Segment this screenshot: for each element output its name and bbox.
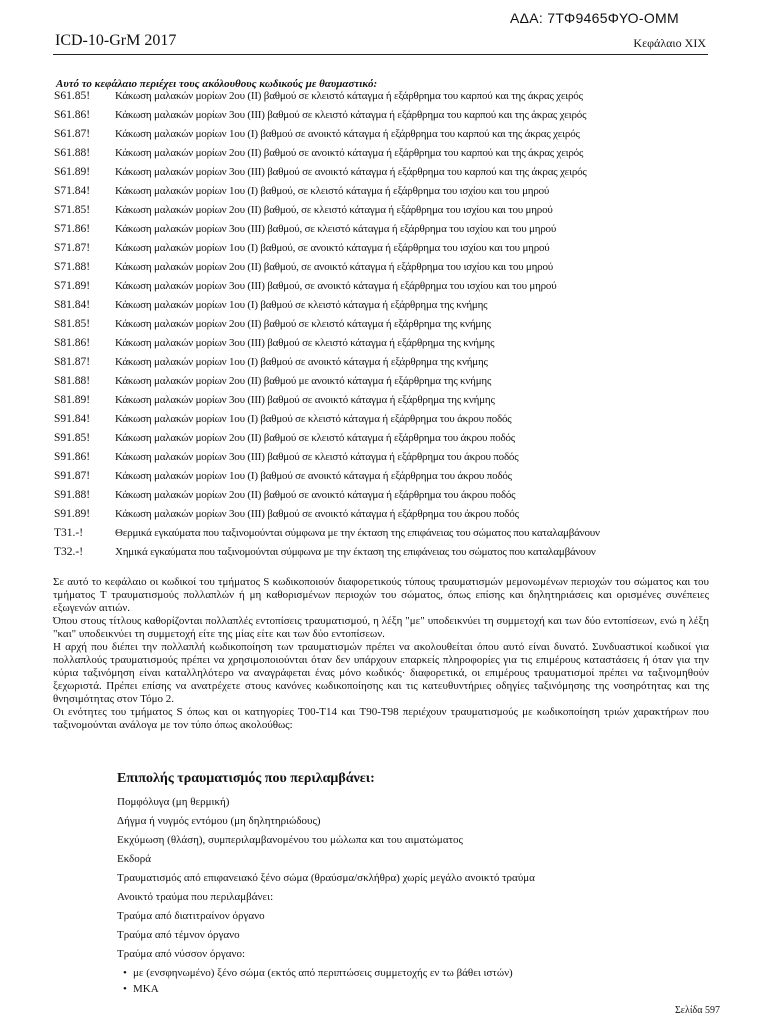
code-id: T31.-! <box>54 527 84 539</box>
bullet-list <box>117 967 535 996</box>
code-id: S81.87! <box>54 356 91 368</box>
code-description: Κάκωση μαλακών μορίων 3ου (ΙΙΙ) βαθμού σε ανοικτό κάταγμα ή εξάρθρημα του άκρου ποδός <box>115 508 519 520</box>
code-row <box>54 204 714 217</box>
code-id: S91.85! <box>54 432 91 444</box>
bullet-item <box>117 967 535 980</box>
code-row <box>54 337 714 350</box>
bullet-icon: • <box>123 983 127 995</box>
code-id: S61.88! <box>54 147 91 159</box>
code-description: Κάκωση μαλακών μορίων 2ου (ΙΙ) βαθμού σε κλειστό κάταγμα ή εξάρθρημα του καρπού και της άκρας χειρός <box>115 90 583 102</box>
code-description: Κάκωση μαλακών μορίων 3ου (ΙΙΙ) βαθμού σε ανοικτό κάταγμα ή εξάρθρημα της κνήμης <box>115 394 495 406</box>
page-number: Σελίδα 597 <box>674 1005 720 1016</box>
intro-heading: Αυτό το κεφάλαιο περιέχει τους ακόλουθους κωδικούς με θαυμαστικό: <box>56 78 378 90</box>
code-id: T32.-! <box>54 546 84 558</box>
code-description: Κάκωση μαλακών μορίων 2ου (ΙΙ) βαθμού σε κλειστό κάταγμα ή εξάρθρημα του άκρου ποδός <box>115 432 515 444</box>
code-row <box>54 546 714 559</box>
code-id: S91.89! <box>54 508 91 520</box>
code-id: S61.85! <box>54 90 91 102</box>
header-divider <box>53 54 708 55</box>
code-row <box>54 166 714 179</box>
include-item: Τραύμα από νύσσον όργανο: <box>117 948 246 960</box>
code-description: Κάκωση μαλακών μορίων 2ου (ΙΙ) βαθμού, σε κλειστό κάταγμα ή εξάρθρημα του ισχίου και του μηρού <box>115 204 553 216</box>
code-id: S91.86! <box>54 451 91 463</box>
paragraph: Όπου στους τίτλους καθορίζονται πολλαπλές εντοπίσεις τραυματισμού, η λέξη "με" υποδεικνύει τη συμμετοχή και των δύο εντοπίσεων, ενώ η λέξη "και" υποδεικνύει τη συμμετοχή είτε της μίας είτε και των δύο εντοπίσεων. <box>53 615 709 640</box>
code-description: Κάκωση μαλακών μορίων 3ου (ΙΙΙ) βαθμού, σε ανοικτό κάταγμα ή εξάρθρημα του ισχίου και του μηρού <box>115 280 557 292</box>
code-description: Κάκωση μαλακών μορίων 2ου (ΙΙ) βαθμού, σε ανοικτό κάταγμα ή εξάρθρημα του ισχίου και του μηρού <box>115 261 553 273</box>
code-row <box>54 318 714 331</box>
paragraph: Σε αυτό το κεφάλαιο οι κωδικοί του τμήματος S κωδικοποιούν διαφορετικούς τύπους τραυματισμών μεμονωμένων περιοχών του σώματος και του τμήματος T τραυματισμούς πολλαπλών ή μη καθορισμένων περιοχών του σώματος, όπως επίσης και δηλητηριάσεις και ορισμένες συνέπειες εξωγενών αιτιών. <box>53 576 709 614</box>
code-id: S81.88! <box>54 375 91 387</box>
code-id: S61.89! <box>54 166 91 178</box>
code-description: Χημικά εγκαύματα που ταξινομούνται σύμφωνα με την έκταση της επιφάνειας του σώματος που καταλαμβάνουν <box>115 546 596 558</box>
includes-list <box>117 796 535 999</box>
code-id: S91.88! <box>54 489 91 501</box>
code-description: Κάκωση μαλακών μορίων 1ου (Ι) βαθμού, σε κλειστό κάταγμα ή εξάρθρημα του ισχίου και του μηρού <box>115 185 550 197</box>
code-row <box>54 147 714 160</box>
chapter-notes <box>53 576 709 732</box>
include-item: Τραύμα από τέμνον όργανο <box>117 929 240 941</box>
code-row <box>54 394 714 407</box>
code-id: S81.86! <box>54 337 91 349</box>
include-item: Ανοικτό τραύμα που περιλαμβάνει: <box>117 891 274 903</box>
code-id: S81.89! <box>54 394 91 406</box>
code-row <box>54 261 714 274</box>
include-item: Εκχύμωση (θλάση), συμπεριλαμβανομένου του μώλωπα και του αιματώματος <box>117 834 463 846</box>
code-description: Κάκωση μαλακών μορίων 2ου (ΙΙ) βαθμού με ανοικτό κάταγμα ή εξάρθρημα της κνήμης <box>115 375 492 387</box>
code-id: S91.84! <box>54 413 91 425</box>
bullet-icon: • <box>123 967 127 979</box>
code-description: Κάκωση μαλακών μορίων 2ου (ΙΙ) βαθμού σε ανοικτό κάταγμα ή εξάρθρημα του καρπού και της άκρας χειρός <box>115 147 584 159</box>
code-description: Θερμικά εγκαύματα που ταξινομούνται σύμφωνα με την έκταση της επιφάνειας του σώματος που καταλαμβάνουν <box>115 527 600 539</box>
code-row <box>54 223 714 236</box>
code-row <box>54 90 714 103</box>
code-row <box>54 508 714 521</box>
ada-number: ΑΔΑ: 7ΤΦ9465ΦΥΟ-ΟΜΜ <box>510 10 679 26</box>
code-id: S71.88! <box>54 261 91 273</box>
code-description: Κάκωση μαλακών μορίων 1ου (Ι) βαθμού σε ανοικτό κάταγμα ή εξάρθρημα της κνήμης <box>115 356 488 368</box>
code-id: S71.84! <box>54 185 91 197</box>
code-id: S71.85! <box>54 204 91 216</box>
code-description: Κάκωση μαλακών μορίων 2ου (ΙΙ) βαθμού σε κλειστό κάταγμα ή εξάρθρημα της κνήμης <box>115 318 491 330</box>
code-row <box>54 375 714 388</box>
code-row <box>54 128 714 141</box>
code-row <box>54 413 714 426</box>
section-title: Επιπολής τραυματισμός που περιλαμβάνει: <box>117 771 375 786</box>
code-description: Κάκωση μαλακών μορίων 3ου (ΙΙΙ) βαθμού σε κλειστό κάταγμα ή εξάρθρημα του άκρου ποδός <box>115 451 519 463</box>
code-description: Κάκωση μαλακών μορίων 3ου (ΙΙΙ) βαθμού, σε κλειστό κάταγμα ή εξάρθρημα του ισχίου και του μηρού <box>115 223 557 235</box>
code-row <box>54 489 714 502</box>
code-id: S71.86! <box>54 223 91 235</box>
include-item: Δήγμα ή νυγμός εντόμου (μη δηλητηριώδους) <box>117 815 321 827</box>
code-row <box>54 109 714 122</box>
code-id: S61.86! <box>54 109 91 121</box>
bullet-item <box>117 983 535 996</box>
include-item: Τραυματισμός από επιφανειακό ξένο σώμα (θραύσμα/σκλήθρα) χωρίς μεγάλο ανοικτό τραύμα <box>117 872 535 884</box>
code-row <box>54 356 714 369</box>
code-description: Κάκωση μαλακών μορίων 1ου (Ι) βαθμού σε κλειστό κάταγμα ή εξάρθρημα της κνήμης <box>115 299 488 311</box>
chapter-label: Κεφάλαιο XIX <box>633 36 706 50</box>
code-description: Κάκωση μαλακών μορίων 1ου (Ι) βαθμού σε ανοικτό κάταγμα ή εξάρθρημα του άκρου ποδός <box>115 470 512 482</box>
code-row <box>54 185 714 198</box>
code-id: S61.87! <box>54 128 91 140</box>
code-description: Κάκωση μαλακών μορίων 2ου (ΙΙ) βαθμού σε ανοικτό κάταγμα ή εξάρθρημα του άκρου ποδός <box>115 489 516 501</box>
code-description: Κάκωση μαλακών μορίων 1ου (Ι) βαθμού, σε ανοικτό κάταγμα ή εξάρθρημα του ισχίου και του μηρού <box>115 242 550 254</box>
include-item: Τραύμα από διατιτραίνον όργανο <box>117 910 265 922</box>
code-row <box>54 451 714 464</box>
paragraph: Οι ενότητες του τμήματος S όπως και οι κατηγορίες T00-T14 και T90-T98 περιέχουν τραυματισμούς με κωδικοποίηση τριών χαρακτήρων που ταξινομούνται ανάλογα με τον τύπο όπως ακολούθως: <box>53 706 709 731</box>
code-description: Κάκωση μαλακών μορίων 1ου (Ι) βαθμού σε κλειστό κάταγμα ή εξάρθρημα του άκρου ποδός <box>115 413 512 425</box>
include-item: Εκδορά <box>117 853 151 865</box>
code-id: S71.89! <box>54 280 91 292</box>
code-id: S71.87! <box>54 242 91 254</box>
include-item: Πομφόλυγα (μη θερμική) <box>117 796 230 808</box>
code-id: S81.84! <box>54 299 91 311</box>
code-id: S91.87! <box>54 470 91 482</box>
bullet-text: ΜΚΑ <box>133 983 159 995</box>
code-row <box>54 470 714 483</box>
code-row <box>54 527 714 540</box>
bullet-text: με (ενσφηνωμένο) ξένο σώμα (εκτός από περιπτώσεις συμμετοχής εν τω βάθει ιστών) <box>133 967 513 979</box>
code-row <box>54 299 714 312</box>
paragraph: Η αρχή που διέπει την πολλαπλή κωδικοποίηση των τραυματισμών πρέπει να ακολουθείται όπου αυτό είναι δυνατό. Συνδυαστικοί κωδικοί για πολλαπλούς τραυματισμούς πρέπει να χρησιμοποιούνται όταν δεν υπάρχουν επαρκείς πληροφορίες για τις επιμέρους καταστάσεις ή όταν για την κύρια ταξινόμηση είναι καταλληλότερο να αναγράφεται ένας μόνο κωδικός· διαφορετικά, οι επιμέρους τραυματισμοί πρέπει να ταξινομηθούν ξεχωριστά. Πρέπει επίσης να ανατρέχετε στους κανόνες κωδικοποίησης και τις κατευθυντήριες οδηγίες ταξινόμησης της νοσηρότητας και της θνησιμότητας στον Τόμο 2. <box>53 641 709 705</box>
code-description: Κάκωση μαλακών μορίων 3ου (ΙΙΙ) βαθμού σε ανοικτό κάταγμα ή εξάρθρημα του καρπού και της άκρας χειρός <box>115 166 587 178</box>
code-list <box>54 90 714 565</box>
code-row <box>54 242 714 255</box>
code-description: Κάκωση μαλακών μορίων 1ου (Ι) βαθμού σε ανοικτό κάταγμα ή εξάρθρημα του καρπού και της άκρας χειρός <box>115 128 580 140</box>
document-title: ICD-10-GrM 2017 <box>55 32 177 49</box>
code-row <box>54 280 714 293</box>
code-row <box>54 432 714 445</box>
code-id: S81.85! <box>54 318 91 330</box>
code-description: Κάκωση μαλακών μορίων 3ου (ΙΙΙ) βαθμού σε κλειστό κάταγμα ή εξάρθρημα της κνήμης <box>115 337 495 349</box>
code-description: Κάκωση μαλακών μορίων 3ου (ΙΙΙ) βαθμού σε κλειστό κάταγμα ή εξάρθρημα του καρπού και της άκρας χειρός <box>115 109 587 121</box>
